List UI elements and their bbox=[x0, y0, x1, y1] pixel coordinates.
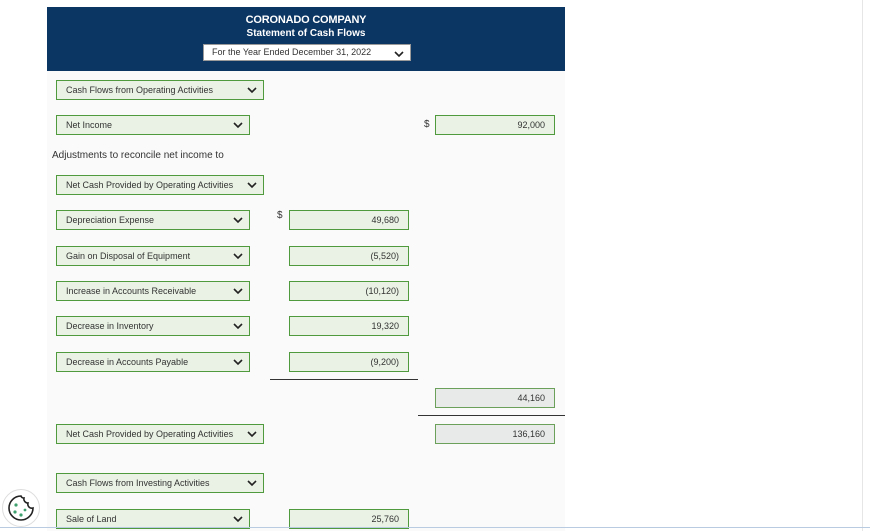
chevron-down-icon bbox=[247, 181, 257, 189]
net-cash-operating-total-select[interactable] bbox=[56, 424, 264, 444]
company-name: CORONADO COMPANY bbox=[245, 14, 367, 26]
chevron-down-icon bbox=[233, 216, 243, 224]
operating-heading-select[interactable] bbox=[56, 80, 264, 100]
period-select-label: For the Year Ended December 31, 2022 bbox=[212, 47, 372, 57]
depreciation-select[interactable] bbox=[56, 210, 250, 230]
sale-of-land-select[interactable] bbox=[56, 509, 250, 529]
bottom-divider bbox=[0, 527, 870, 528]
select-label: Gain on Disposal of Equipment bbox=[66, 251, 191, 261]
gain-select[interactable] bbox=[56, 246, 250, 266]
select-label: Decrease in Accounts Payable bbox=[66, 357, 189, 367]
select-label: Depreciation Expense bbox=[66, 215, 155, 225]
sale-of-land-input[interactable]: 25,760 bbox=[289, 509, 409, 529]
period-select[interactable] bbox=[203, 44, 411, 61]
chevron-down-icon bbox=[247, 430, 257, 438]
receivable-input[interactable]: (10,120) bbox=[289, 281, 409, 301]
chevron-down-icon bbox=[247, 479, 257, 487]
chevron-down-icon bbox=[233, 322, 243, 330]
chevron-down-icon bbox=[233, 252, 243, 260]
select-label: Decrease in Inventory bbox=[66, 321, 154, 331]
select-label: Increase in Accounts Receivable bbox=[66, 286, 197, 296]
total-rule bbox=[418, 415, 565, 416]
right-divider bbox=[862, 0, 863, 531]
select-label: Net Cash Provided by Operating Activities bbox=[66, 180, 234, 190]
select-label: Cash Flows from Operating Activities bbox=[66, 85, 214, 95]
dollar-sign: $ bbox=[277, 210, 283, 221]
chevron-down-icon bbox=[233, 358, 243, 366]
dollar-sign: $ bbox=[424, 119, 430, 130]
net-income-select[interactable] bbox=[56, 115, 250, 135]
inventory-select[interactable] bbox=[56, 316, 250, 336]
statement-header bbox=[47, 7, 565, 71]
depreciation-input[interactable]: 49,680 bbox=[289, 210, 409, 230]
chevron-down-icon bbox=[233, 515, 243, 523]
chevron-down-icon bbox=[233, 121, 243, 129]
select-label: Cash Flows from Investing Activities bbox=[66, 478, 210, 488]
adjustments-text: Adjustments to reconcile net income to bbox=[52, 150, 224, 161]
payable-select[interactable] bbox=[56, 352, 250, 372]
gain-input[interactable]: (5,520) bbox=[289, 246, 409, 266]
cookie-icon[interactable] bbox=[2, 489, 40, 527]
select-label: Net Cash Provided by Operating Activities bbox=[66, 429, 234, 439]
investing-heading-select[interactable] bbox=[56, 473, 264, 493]
receivable-select[interactable] bbox=[56, 281, 250, 301]
payable-input[interactable]: (9,200) bbox=[289, 352, 409, 372]
statement-body bbox=[47, 71, 565, 531]
inventory-input[interactable]: 19,320 bbox=[289, 316, 409, 336]
statement-title: Statement of Cash Flows bbox=[246, 28, 366, 39]
chevron-down-icon bbox=[247, 86, 257, 94]
chevron-down-icon bbox=[233, 287, 243, 295]
chevron-down-icon bbox=[394, 50, 404, 58]
subtotal-rule bbox=[270, 379, 418, 380]
select-label: Sale of Land bbox=[66, 514, 117, 524]
net-cash-operating-total-input[interactable]: 136,160 bbox=[435, 424, 555, 444]
net-income-input[interactable]: 92,000 bbox=[435, 115, 555, 135]
adjustments-total-input[interactable]: 44,160 bbox=[435, 388, 555, 408]
net-cash-operating-select[interactable] bbox=[56, 175, 264, 195]
select-label: Net Income bbox=[66, 120, 113, 130]
